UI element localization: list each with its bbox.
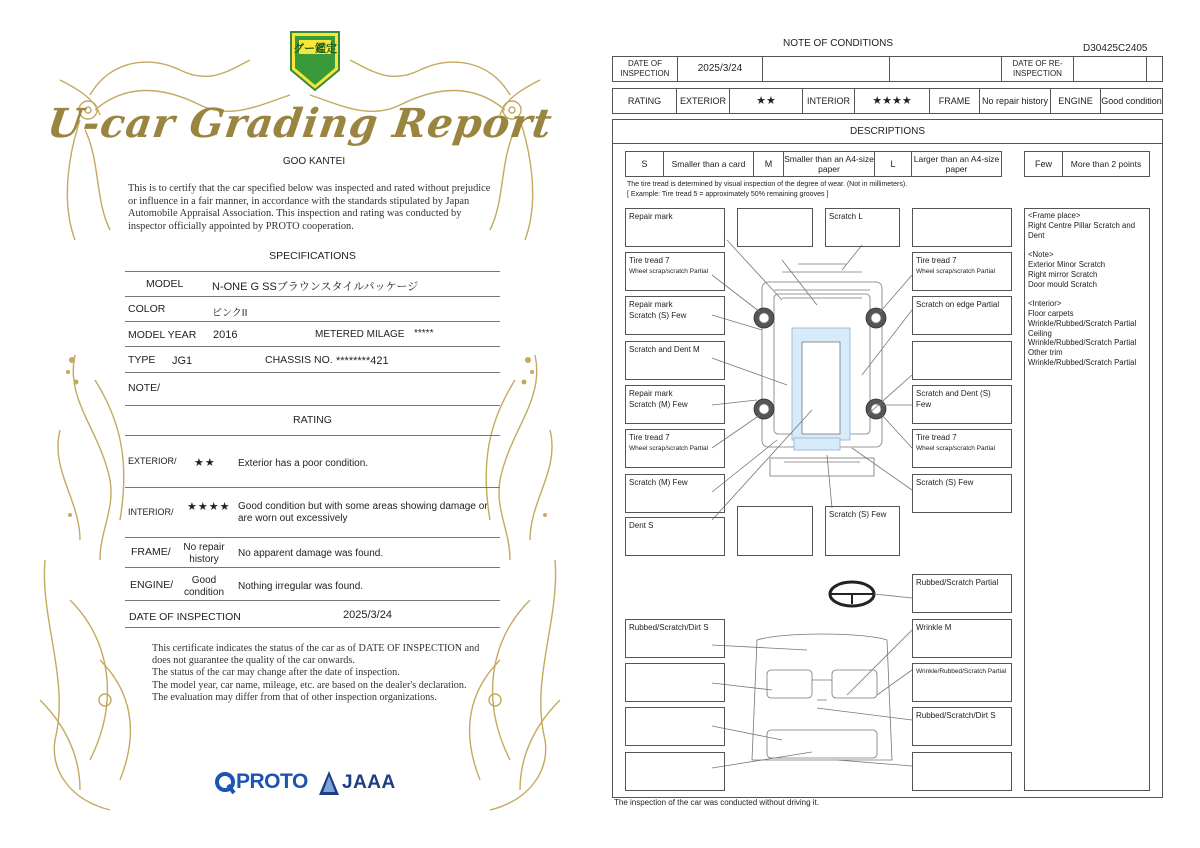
divider (125, 487, 500, 488)
damage-label: Scratch and Dent (S) Few (912, 385, 1012, 424)
color-label: COLOR (128, 303, 166, 315)
badge-text: グー鑑定 (293, 43, 337, 55)
certification-statement: This is to certify that the car specified below was inspected and rated without prejudice or influence in a fair manner, in accordance with the standards stipulated by Japan Automobile Appraisal Association. This inspection and rating was conducted by inspector officially appointed by PROTO cooperation. (128, 183, 491, 232)
damage-label: Wrinkle M (912, 619, 1012, 658)
type-value: JG1 (172, 355, 193, 367)
divider (125, 537, 500, 538)
note-line: Wrinkle/Rubbed/Scratch Partial (1028, 338, 1137, 348)
tire-tread: Tire tread 7 (629, 256, 670, 265)
mileage-label: METERED MILAGE (315, 329, 405, 340)
reinspection-label: DATE OF RE-INSPECTION (1002, 57, 1074, 81)
frame-label: FRAME (930, 89, 980, 113)
engine-label: ENGINE (1051, 89, 1101, 113)
divider (125, 435, 500, 436)
legend-l-text: Larger than an A4-size paper (913, 154, 1000, 174)
date-of-inspection-label: DATE OF INSPECTION (613, 57, 678, 81)
repair-note: Repair mark (629, 389, 673, 398)
frame-value: No repair history (980, 89, 1051, 113)
note-line: Right mirror Scratch (1028, 269, 1098, 279)
tire-tread: Tire tread 7 (629, 433, 670, 442)
few-legend (1024, 151, 1150, 177)
rating-label: RATING (613, 89, 677, 113)
damage-label: Scratch (S) Few (825, 506, 900, 556)
inspection-date-value: 2025/3/24 (343, 609, 392, 621)
note-line: <Note> (1028, 250, 1054, 260)
scratch-note: Scratch (S) Few (629, 311, 687, 320)
damage-label (912, 252, 1012, 291)
exterior-stars: ★★ (194, 457, 216, 469)
color-value: ピンクII (212, 308, 248, 319)
exterior-description: Exterior has a poor condition. (238, 458, 369, 469)
damage-label-empty (912, 208, 1012, 247)
type-label: TYPE (128, 354, 156, 366)
chassis-label: CHASSIS NO. (265, 354, 333, 366)
damage-label: Scratch L (825, 208, 900, 247)
legend-s-text: Smaller than a card (664, 152, 754, 176)
note-line (1028, 240, 1148, 250)
damage-label (912, 663, 1012, 702)
damage-label: Scratch (S) Few (912, 474, 1012, 513)
model-year-label: MODEL YEAR (128, 329, 197, 341)
specifications-heading: SPECIFICATIONS (269, 250, 356, 262)
footer-line: The model year, car name, mileage, etc. are based on the dealer's declaration. (152, 679, 467, 691)
legend-s: S (626, 152, 664, 176)
damage-label: Rubbed/Scratch/Dirt S (912, 707, 1012, 746)
legend-m-text: Smaller than an A4-size paper (784, 154, 874, 174)
legend-few-text: More than 2 points (1070, 159, 1142, 169)
interior-description: Good condition but with some areas showing damage or are worn out excessively (238, 501, 488, 524)
chassis-value: ********421 (336, 355, 389, 367)
damage-label (625, 385, 725, 424)
legend-few: Few (1025, 152, 1063, 176)
tire-example: [ Example: Tire tread 5 = approximately 50% remaining grooves ] (627, 191, 829, 198)
interior-stars: ★★★★ (187, 501, 231, 513)
empty-cell (763, 57, 890, 81)
proto-logo-text: PROTO (236, 770, 308, 793)
note-line: <Interior> (1028, 299, 1062, 309)
damage-label-empty (737, 208, 813, 247)
footer-line: This certificate indicates the status of the car as of DATE OF INSPECTION and does not guarantee the quality of the car onwards. (152, 643, 480, 667)
note-label: NOTE/ (128, 382, 161, 394)
note-line: Ceiling (1028, 328, 1052, 338)
date-row (612, 56, 1163, 82)
interior-label: INTERIOR/ (128, 507, 174, 517)
model-label: MODEL (146, 278, 184, 290)
damage-label (625, 429, 725, 468)
note-line (1028, 289, 1148, 299)
report-title: U-car Grading Report (44, 100, 556, 147)
damage-label: Rubbed/Scratch Partial (912, 574, 1012, 613)
damage-label-empty (625, 663, 725, 702)
bottom-note: The inspection of the car was conducted without driving it. (614, 798, 819, 807)
damage-label: Rubbed/Scratch/Dirt S (625, 619, 725, 658)
damage-label-empty (912, 752, 1012, 791)
tire-tread: Tire tread 7 (916, 256, 957, 265)
repair-note: Repair mark (629, 300, 673, 309)
jaaa-logo-text: JAAA (342, 772, 396, 793)
empty-cell (890, 57, 1002, 81)
interior-label: INTERIOR (803, 89, 855, 113)
rating-heading: RATING (293, 414, 332, 426)
frame-value: No repair history (183, 542, 225, 565)
certificate-footer (152, 643, 482, 704)
divider (125, 600, 500, 601)
engine-value: Good condition (183, 575, 225, 598)
jaaa-logo-icon (318, 770, 340, 796)
damage-label (625, 296, 725, 335)
model-value: N-ONE G SSブラウンスタイルパッケージ (212, 281, 419, 293)
rating-row (612, 88, 1163, 114)
document-id: D30425C2405 (1083, 43, 1148, 54)
damage-label-empty (625, 707, 725, 746)
wheel-note: Wheel scrap/scratch Partial (629, 445, 709, 452)
scratch-note: Scratch (M) Few (629, 400, 688, 409)
note-line: Other trim (1028, 348, 1063, 358)
note-line: Wrinkle/Rubbed/Scratch Partial (1028, 357, 1137, 367)
damage-label: Scratch and Dent M (625, 341, 725, 380)
divider (125, 405, 500, 406)
mileage-value: ***** (414, 328, 434, 339)
report-subtitle: GOO KANTEI (282, 156, 346, 167)
tire-tread: Tire tread 7 (916, 433, 957, 442)
divider (125, 296, 500, 297)
legend-l: L (875, 152, 912, 176)
engine-label: ENGINE/ (130, 579, 174, 591)
divider (125, 321, 500, 322)
interior-note: Wrinkle/Rubbed/Scratch Partial (916, 668, 1007, 675)
descriptions-heading: DESCRIPTIONS (849, 126, 925, 137)
damage-label: Scratch on edge Partial (912, 296, 1012, 335)
tire-note: The tire tread is determined by visual inspection of the degree of wear. (Not in millimeters). (627, 181, 908, 188)
exterior-label: EXTERIOR (677, 89, 730, 113)
model-year-value: 2016 (213, 329, 238, 341)
damage-label-empty (737, 506, 813, 556)
note-line: Right Centre Pillar Scratch and Dent (1028, 220, 1136, 240)
divider (125, 346, 500, 347)
exterior-label: EXTERIOR/ (128, 456, 177, 466)
damage-label (625, 252, 725, 291)
footer-line: The status of the car may change after the date of inspection. (152, 667, 400, 679)
frame-description: No apparent damage was found. (238, 548, 384, 559)
note-line: Exterior Minor Scratch (1028, 259, 1106, 269)
note-line: <Frame place> (1028, 211, 1081, 220)
damage-label-empty (625, 752, 725, 791)
wheel-note: Wheel scrap/scratch Partial (916, 445, 996, 452)
divider (125, 271, 500, 272)
damage-label: Repair mark (625, 208, 725, 247)
exterior-stars: ★★ (730, 89, 803, 113)
divider (125, 567, 500, 568)
date-of-inspection-value: 2025/3/24 (678, 57, 763, 81)
note-line: Wrinkle/Rubbed/Scratch Partial (1028, 318, 1137, 328)
engine-description: Nothing irregular was found. (238, 581, 364, 592)
divider (612, 143, 1163, 144)
damage-label: Scratch (M) Few (625, 474, 725, 513)
proto-logo-icon (214, 771, 236, 795)
engine-value: Good condition (1101, 96, 1162, 106)
footer-line: The evaluation may differ from that of other inspection organizations. (152, 691, 437, 703)
empty-cell (1074, 57, 1147, 81)
interior-stars: ★★★★ (855, 89, 930, 113)
notes-list (1028, 211, 1148, 368)
note-line: Floor carpets (1028, 308, 1074, 318)
size-legend (625, 151, 1002, 177)
damage-label (912, 429, 1012, 468)
wheel-note: Wheel scrap/scratch Partial (629, 268, 709, 275)
divider (125, 372, 500, 373)
conditions-heading: NOTE OF CONDITIONS (783, 38, 893, 49)
divider (125, 627, 500, 628)
damage-label-empty (912, 341, 1012, 380)
wheel-note: Wheel scrap/scratch Partial (916, 268, 996, 275)
legend-m: M (754, 152, 784, 176)
damage-label: Dent S (625, 517, 725, 556)
inspection-date-label: DATE OF INSPECTION (129, 611, 241, 623)
note-line: Door mould Scratch (1028, 279, 1097, 289)
frame-label: FRAME/ (131, 546, 171, 558)
